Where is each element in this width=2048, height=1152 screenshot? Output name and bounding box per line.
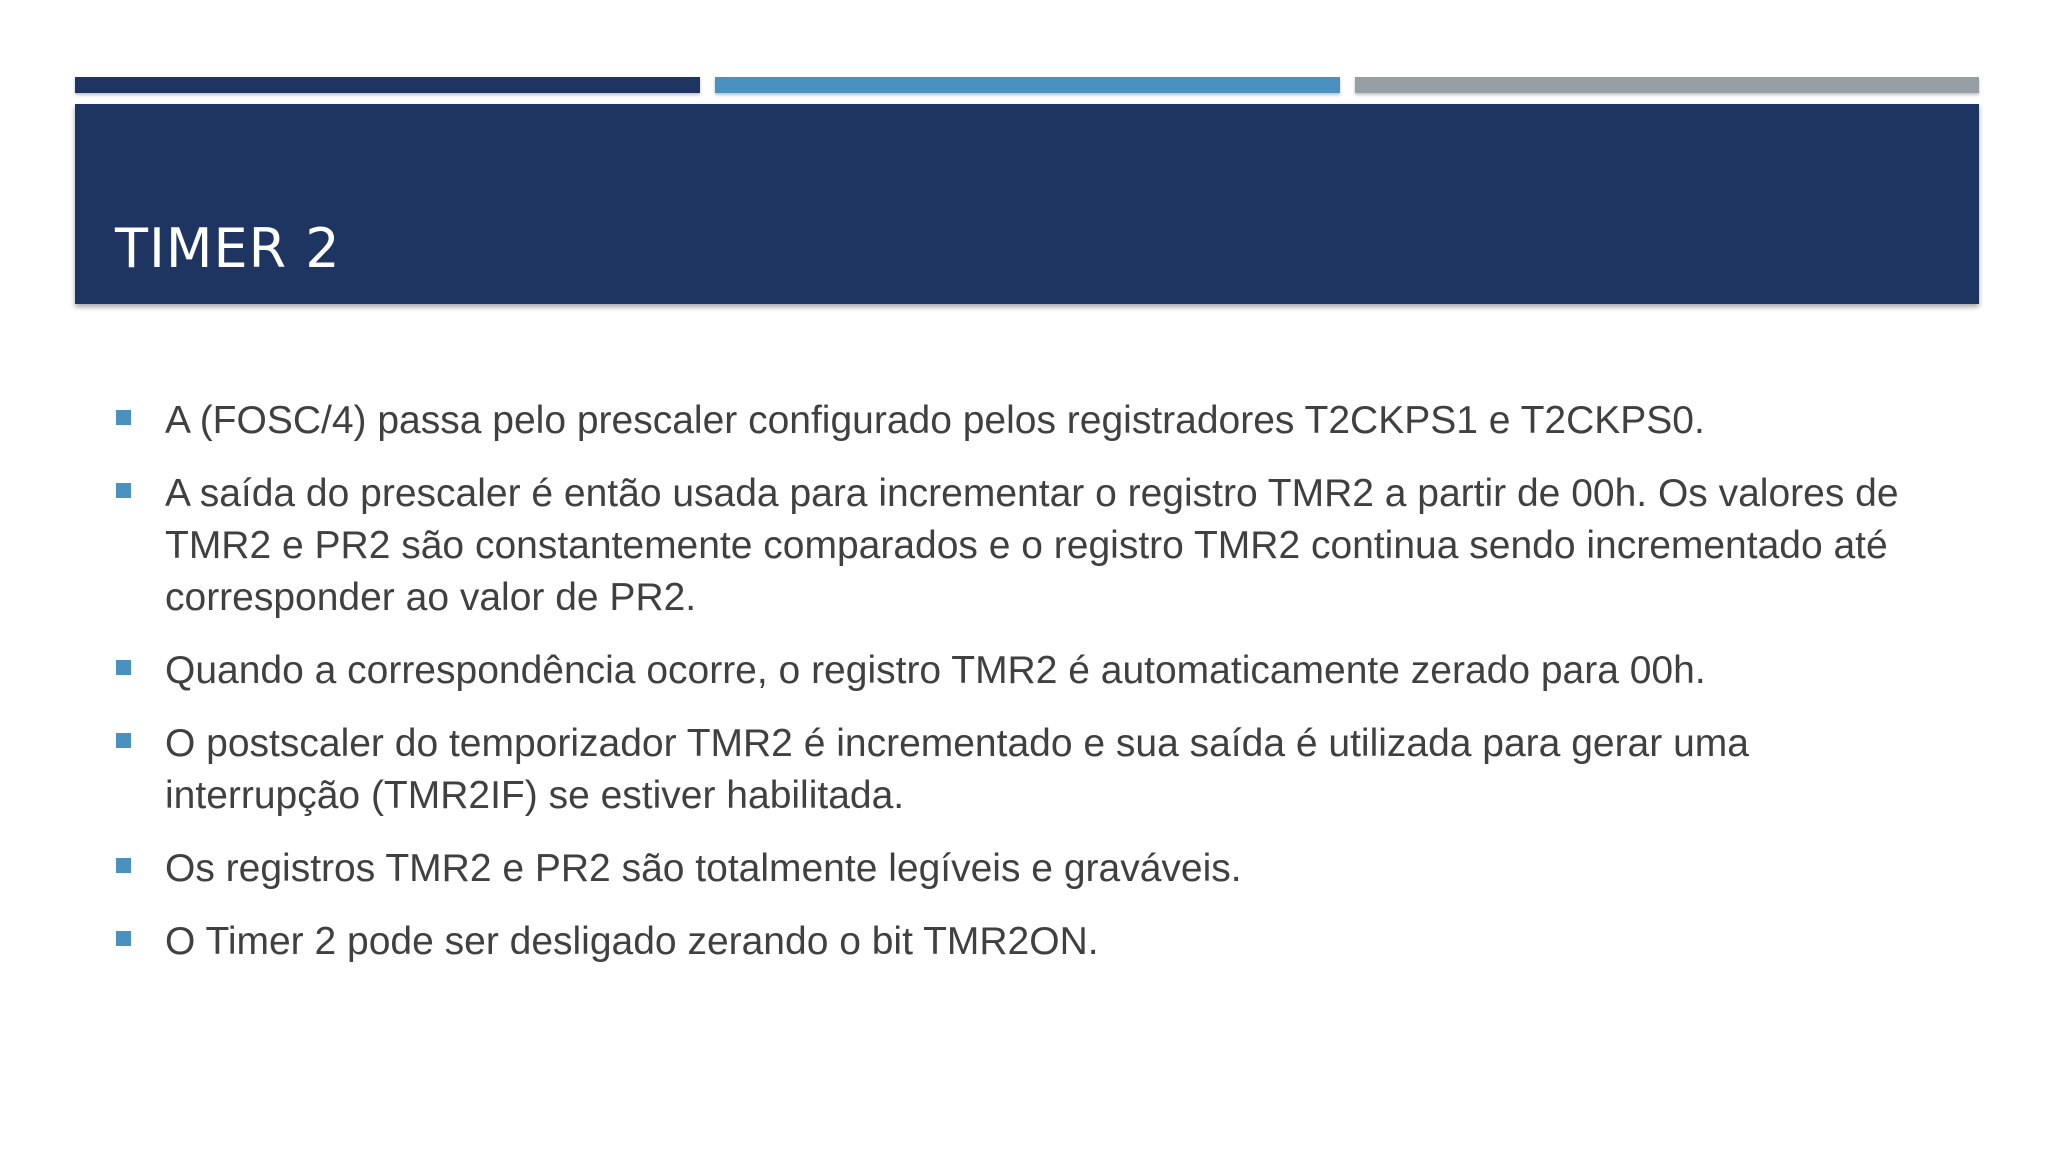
bullet-text: Os registros TMR2 e PR2 são totalmente legíveis e graváveis. (165, 847, 1242, 890)
slide-title: TIMER 2 (115, 217, 341, 280)
bullet-item (116, 645, 1946, 697)
square-bullet-icon (116, 410, 131, 425)
bullet-text: O Timer 2 pode ser desligado zerando o bit TMR2ON. (165, 920, 1099, 963)
bullet-text: O postscaler do temporizador TMR2 é incrementado e sua saída é utilizada para gerar uma interrupção (TMR2IF) se estiver habilitada. (165, 722, 1749, 817)
square-bullet-icon (116, 858, 131, 873)
square-bullet-icon (116, 483, 131, 498)
bullet-item (116, 916, 1946, 968)
bullet-text: Quando a correspondência ocorre, o registro TMR2 é automaticamente zerado para 00h. (165, 649, 1706, 692)
square-bullet-icon (116, 931, 131, 946)
square-bullet-icon (116, 733, 131, 748)
bullet-text: A (FOSC/4) passa pelo prescaler configurado pelos registradores T2CKPS1 e T2CKPS0. (165, 399, 1705, 442)
bullet-item (116, 468, 1946, 624)
accent-bar-gray (1355, 77, 1979, 93)
bullet-item (116, 718, 1946, 822)
accent-bar-dark (75, 77, 700, 93)
accent-bar-blue (715, 77, 1340, 93)
bullet-list (116, 395, 1946, 989)
bullet-text: A saída do prescaler é então usada para incrementar o registro TMR2 a partir de 00h. Os valores de TMR2 e PR2 são constantemente comparados e o registro TMR2 continua sendo incrementado até corresponder ao valor de PR2. (165, 472, 1899, 619)
title-band (75, 104, 1979, 304)
square-bullet-icon (116, 660, 131, 675)
bullet-item (116, 395, 1946, 447)
bullet-item (116, 843, 1946, 895)
